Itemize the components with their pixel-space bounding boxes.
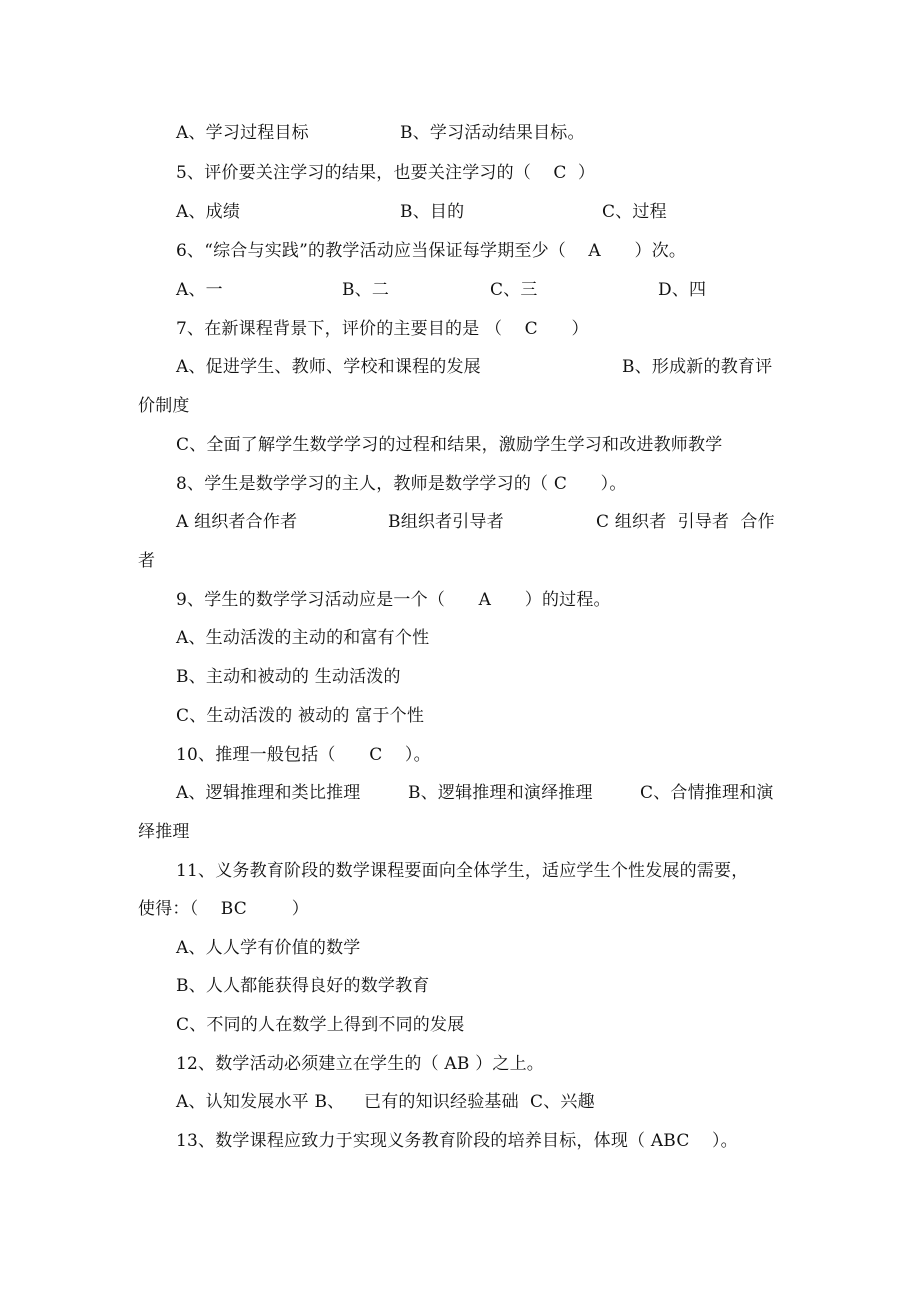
question-9: 9、学生的数学学习活动应是一个（ A ）的过程。 bbox=[176, 590, 611, 610]
continuation-line: 者 bbox=[138, 551, 156, 571]
option-c: C、全面了解学生数学学习的过程和结果，激励学生学习和改进教师教学 bbox=[176, 435, 723, 455]
question-7: 7、在新课程背景下，评价的主要目的是 （ C ） bbox=[176, 319, 589, 339]
question-10: 10、推理一般包括（ C ）。 bbox=[176, 745, 431, 765]
question-13: 13、数学课程应致力于实现义务教育阶段的培养目标，体现（ ABC ）。 bbox=[176, 1131, 738, 1151]
option-c: C、过程 bbox=[602, 202, 667, 222]
option-a: A 组织者合作者 bbox=[176, 512, 298, 532]
option-b: B、目的 bbox=[400, 202, 465, 222]
question-6: 6、“综合与实践”的教学活动应当保证每学期至少（ A ）次。 bbox=[176, 241, 687, 261]
option-c: C 组织者 引导者 合作 bbox=[596, 512, 775, 532]
option-a: A、一 bbox=[176, 280, 223, 300]
option-c: C、生动活泼的 被动的 富于个性 bbox=[176, 706, 425, 726]
option-b: B、二 bbox=[342, 280, 390, 300]
option-a: A、学习过程目标 bbox=[176, 123, 309, 143]
continuation-line: 使得：（ BC ） bbox=[138, 899, 309, 919]
option-a: A、成绩 bbox=[176, 202, 241, 222]
question-11: 11、义务教育阶段的数学课程要面向全体学生，适应学生个性发展的需要， bbox=[176, 861, 749, 881]
option-b: B、逻辑推理和演绎推理 bbox=[408, 783, 593, 803]
option-a: A、生动活泼的主动的和富有个性 bbox=[176, 628, 430, 648]
option-b: B、主动和被动的 生动活泼的 bbox=[176, 667, 401, 687]
question-5: 5、评价要关注学习的结果，也要关注学习的（ C ） bbox=[176, 163, 596, 183]
option-b: B、学习活动结果目标。 bbox=[400, 123, 585, 143]
question-12: 12、数学活动必须建立在学生的（ AB ）之上。 bbox=[176, 1054, 545, 1074]
option-a: A、人人学有价值的数学 bbox=[176, 938, 361, 958]
continuation-line: 绎推理 bbox=[138, 822, 190, 842]
option-b: B组织者引导者 bbox=[388, 512, 504, 532]
option-d: D、四 bbox=[658, 280, 707, 300]
option-a: A、认知发展水平 B、 bbox=[176, 1092, 345, 1112]
question-8: 8、学生是数学学习的主人，教师是数学学习的（ C ）。 bbox=[176, 474, 627, 494]
option-a: A、逻辑推理和类比推理 bbox=[176, 783, 361, 803]
option-c: C、三 bbox=[490, 280, 538, 300]
option-b: B、人人都能获得良好的数学教育 bbox=[176, 976, 430, 996]
option-c: C、兴趣 bbox=[530, 1092, 595, 1112]
option-a: A、促进学生、教师、学校和课程的发展 bbox=[176, 357, 481, 377]
continuation-line: 价制度 bbox=[138, 396, 190, 416]
option-c: C、不同的人在数学上得到不同的发展 bbox=[176, 1015, 465, 1035]
option-b: B、形成新的教育评 bbox=[622, 357, 773, 377]
option-c: C、合情推理和演 bbox=[640, 783, 774, 803]
option-b: 已有的知识经验基础 bbox=[364, 1092, 519, 1112]
